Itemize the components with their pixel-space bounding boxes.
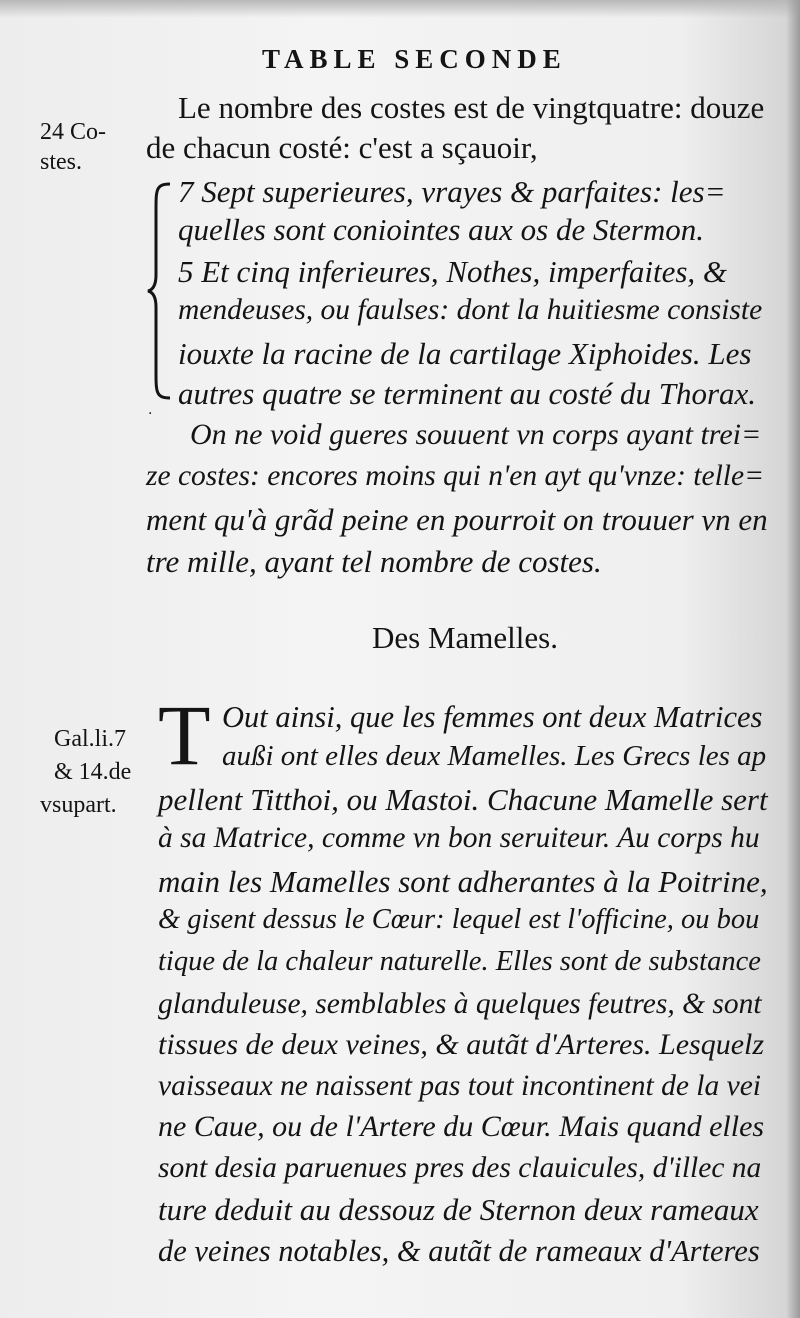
text-line: tre mille, ayant tel nombre de costes. xyxy=(146,544,602,579)
text-line: ne Caue, ou de l'Artere du Cœur. Mais quand elles xyxy=(158,1110,765,1143)
margin-mark: · xyxy=(148,406,153,422)
margin-note: stes. xyxy=(40,149,82,175)
text-line: de chacun costé: c'est a sçauoir, xyxy=(146,130,538,165)
text-line: ture deduit au dessouz de Sternon deux rameaux xyxy=(158,1192,759,1227)
text-line: à sa Matrice, comme vn bon seruiteur. Au corps hu xyxy=(158,822,760,854)
running-header: TABLE SECONDE xyxy=(262,44,567,74)
section-heading: Des Mamelles. xyxy=(372,620,558,655)
text-line: sont desia paruenues pres des clauicules, d'illec na xyxy=(158,1152,762,1184)
text-line: quelles sont coniointes aux os de Stermon. xyxy=(178,212,705,247)
text-line: 7 Sept superieures, vrayes & parfaites: les= xyxy=(178,174,726,209)
margin-note: 24 Co- xyxy=(40,119,106,145)
text-line: 5 Et cinq inferieures, Nothes, imperfaites, & xyxy=(178,254,728,289)
text-line: & gisent dessus le Cœur: lequel est l'officine, ou bou xyxy=(158,904,760,935)
text-line: Out ainsi, que les femmes ont deux Matrices xyxy=(222,700,763,734)
text-line: pellent Titthoi, ou Mastoi. Chacune Mamelle sert xyxy=(158,782,768,817)
grouping-brace xyxy=(146,180,174,402)
text-line: außi ont elles deux Mamelles. Les Grecs les ap xyxy=(222,740,767,772)
text-line: iouxte la racine de la cartilage Xiphoides. Les xyxy=(178,336,752,371)
text-line: vaisseaux ne naissent pas tout incontinent de la vei xyxy=(158,1070,761,1102)
text-line: de veines notables, & autãt de rameaux d'Arteres xyxy=(158,1234,760,1268)
text-line: glanduleuse, semblables à quelques feutres, & sont xyxy=(158,988,762,1020)
text-line: tissues de deux veines, & autãt d'Arteres. Lesquelz xyxy=(158,1028,765,1061)
text-line: ment qu'à grãd peine en pourroit on trouuer vn en xyxy=(146,502,768,537)
text-line: mendeuses, ou faulses: dont la huitiesme consiste xyxy=(178,294,763,326)
margin-note: Gal.li.7 xyxy=(54,726,126,752)
page-gutter-shadow xyxy=(786,0,800,1318)
text-line: tique de la chaleur naturelle. Elles sont de substance xyxy=(158,946,761,977)
margin-note: vsupart. xyxy=(40,792,117,818)
text-line: main les Mamelles sont adherantes à la Poitrine, xyxy=(158,864,768,899)
text-line: ze costes: encores moins qui n'en ayt qu'vnze: telle= xyxy=(146,460,764,492)
text-line: autres quatre se terminent au costé du Thorax. xyxy=(178,376,757,411)
page-top-shadow xyxy=(0,0,800,18)
margin-note: & 14.de xyxy=(54,759,132,785)
text-line: Le nombre des costes est de vingtquatre: douze xyxy=(178,90,765,125)
text-line: On ne void gueres souuent vn corps ayant trei= xyxy=(190,418,762,451)
drop-capital: T xyxy=(158,687,211,783)
